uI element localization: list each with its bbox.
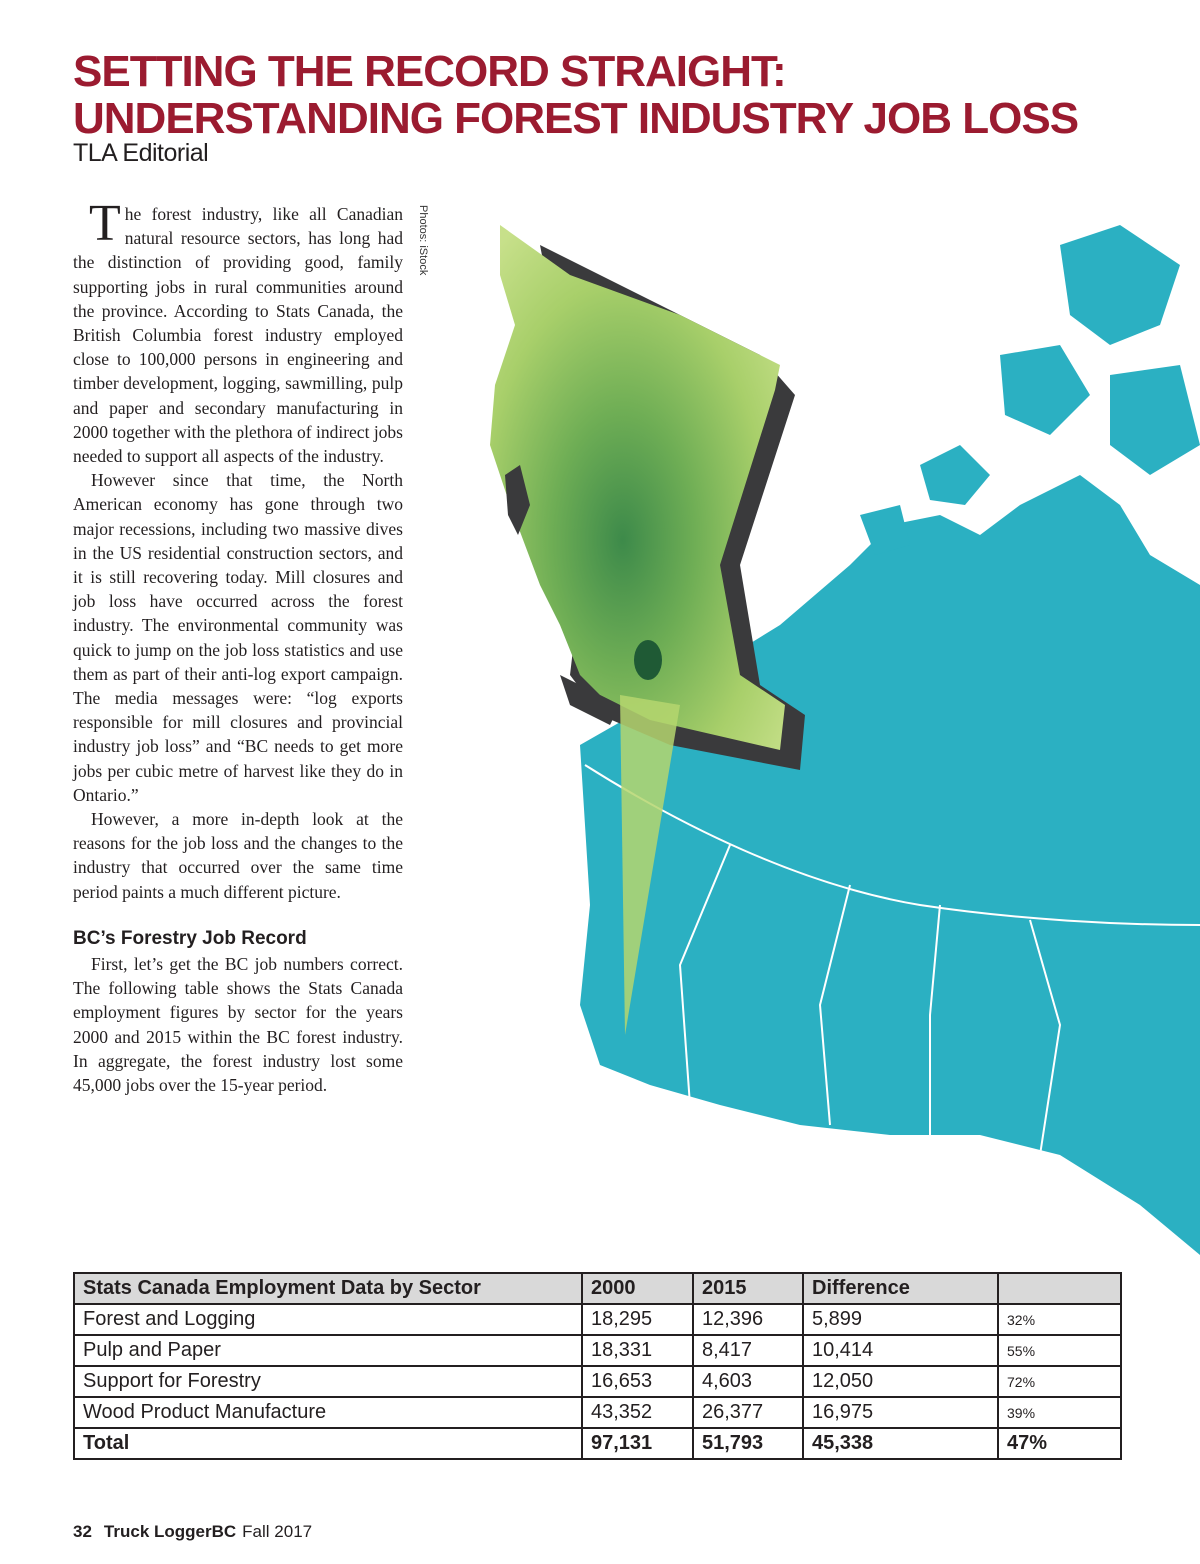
total-2000: 97,131: [582, 1428, 693, 1459]
cell-2015: 26,377: [693, 1397, 803, 1428]
cell-difference: 10,414: [803, 1335, 998, 1366]
cell-2015: 4,603: [693, 1366, 803, 1397]
cell-percent: 39%: [998, 1397, 1121, 1428]
cell-difference: 5,899: [803, 1304, 998, 1335]
table-row: [74, 1335, 1121, 1366]
cell-difference: 16,975: [803, 1397, 998, 1428]
cell-2000: 18,295: [582, 1304, 693, 1335]
paragraph-3: However, a more in-depth look at the reasons for the job loss and the changes to the industry that occurred over the same time period paints a much different picture.: [73, 809, 403, 902]
issue-date: Fall 2017: [242, 1522, 313, 1541]
table-header-2000: 2000: [582, 1273, 693, 1304]
cell-2000: 43,352: [582, 1397, 693, 1428]
table-header-row: [74, 1273, 1121, 1304]
canada-map-illustration: [420, 205, 1200, 1265]
employment-table: [73, 1272, 1122, 1460]
byline: TLA Editorial: [73, 139, 209, 167]
cell-percent: 55%: [998, 1335, 1121, 1366]
total-label: Total: [74, 1428, 582, 1459]
arctic-island-2: [1000, 345, 1090, 435]
total-difference: 45,338: [803, 1428, 998, 1459]
arctic-island-3: [1110, 365, 1200, 475]
table-header-percent: [998, 1273, 1121, 1304]
table-header-sector: Stats Canada Employment Data by Sector: [74, 1273, 582, 1304]
total-percent: 47%: [998, 1428, 1121, 1459]
paragraph-1-text: he forest industry, like all Canadian natural resource sectors, has long had the distinction of providing good, family supporting jobs in rural communities around the province. According to Stats Canada, the British Columbia forest industry employed close to 100,000 persons in engineering and timber development, logging, sawmilling, pulp and paper and secondary manufacturing in 2000 together with the plethora of indirect jobs needed to support all aspects of the industry.: [73, 204, 403, 467]
headline-line-1: SETTING THE RECORD STRAIGHT:: [73, 47, 786, 96]
article-headline: [73, 48, 1153, 142]
cell-2000: 18,331: [582, 1335, 693, 1366]
page-number: 32: [73, 1522, 92, 1541]
cell-difference: 12,050: [803, 1366, 998, 1397]
paragraph-2: However since that time, the North American economy has gone through two major recessions, including two massive dives in the US residential construction sectors, and it is still recovering today. Mill closures and job loss have occurred across the forest industry. The environmental community was quick to jump on the job loss statistics and use them as part of their anti-log export campaign. The media messages were: “log exports responsible for mill closures and provincial industry job loss” and “BC needs to get more jobs per cubic metre of harvest like they do in Ontario.”: [73, 470, 403, 805]
table-header-difference: Difference: [803, 1273, 998, 1304]
magazine-name: Truck LoggerBC: [103, 1522, 237, 1541]
section-subheading: BC’s Forestry Job Record: [73, 927, 307, 949]
arctic-island-1: [1060, 225, 1180, 345]
total-2015: 51,793: [693, 1428, 803, 1459]
article-body: [73, 195, 403, 1097]
table-row: [74, 1304, 1121, 1335]
table-total-row: [74, 1428, 1121, 1459]
table-row: [74, 1397, 1121, 1428]
page-footer: [73, 1522, 312, 1542]
cell-percent: 32%: [998, 1304, 1121, 1335]
paragraph-1: [73, 195, 403, 468]
bc-lake: [634, 640, 662, 680]
cell-2015: 8,417: [693, 1335, 803, 1366]
cell-sector: Pulp and Paper: [74, 1335, 582, 1366]
table-header-2015: 2015: [693, 1273, 803, 1304]
cell-2015: 12,396: [693, 1304, 803, 1335]
drop-cap: T: [89, 195, 121, 252]
cell-2000: 16,653: [582, 1366, 693, 1397]
arctic-island-4: [920, 445, 990, 505]
cell-sector: Support for Forestry: [74, 1366, 582, 1397]
cell-sector: Wood Product Manufacture: [74, 1397, 582, 1428]
table-row: [74, 1366, 1121, 1397]
paragraph-4: First, let’s get the BC job numbers correct. The following table shows the Stats Canada employment figures by sector for the years 2000 and 2015 within the BC forest industry. In aggregate, the forest industry lost some 45,000 jobs over the 15-year period.: [73, 953, 403, 1095]
photo-credit: Photos: iStock: [417, 205, 429, 276]
cell-percent: 72%: [998, 1366, 1121, 1397]
headline-line-2: UNDERSTANDING FOREST INDUSTRY JOB LOSS: [73, 94, 1079, 143]
cell-sector: Forest and Logging: [74, 1304, 582, 1335]
